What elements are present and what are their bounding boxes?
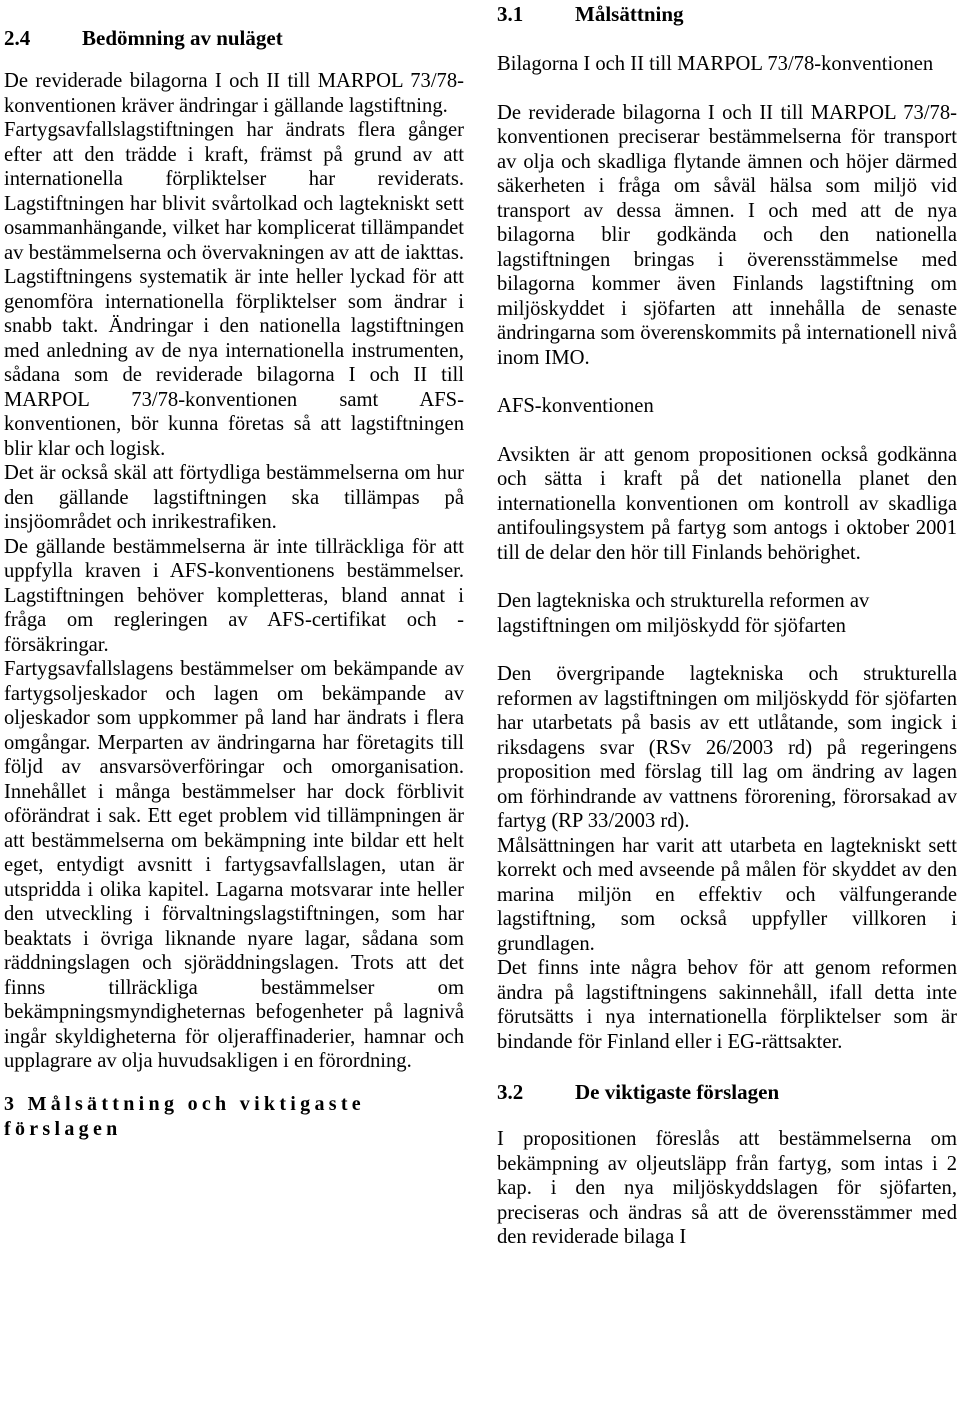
section-heading-3 [4,1092,464,1142]
paragraph: Det finns inte några behov för att genom reformen ändra på lagstiftningens sakinnehåll, ifall detta inte förutsätts i nya internationella förpliktelser som är bindande för Finland eller i EG-rättsakter. [497,957,957,1053]
left-column [4,0,464,1142]
right-column [497,0,957,1250]
paragraph: Avsikten är att genom propositionen också godkänna och sätta i kraft på det nationella planet den internationella konventionen om kontroll av skadliga antifoulingsystem på fartyg som antogs i oktober 2001 till de delar den hör till Finlands behörighet. [497,443,957,564]
section-title: Målsättning [575,2,684,26]
paragraph: Fartygsavfallslagens bestämmelser om bekämpande av fartygsoljeskador och lagen om bekämpande av oljeskador som uppkommer på land har ändrats i flera omgångar. Merparten av ändringarna har företagits till följd av ansvarsöverföringar och omorganisation. Innehållet i många bestämmelser har dock förblivit oförändrat i sak. Ett eget problem vid tillämpningen är att bestämmelserna om bekämpning inte bildar ett helt eget, entydigt avsnitt i fartygsavfallslagen, utan är utspridda i olika kapitel. Lagarna motsvarar inte heller den utveckling i förvaltningslagstiftningen, som har beaktats i övriga liknande nyare lagar, sådana som räddningslagen och sjöräddningslagen. Trots att det finns tillräckliga bestämmelser om bekämpningsmyndigheternas befogenheter på lagnivå ingår skyldigheterna för oljeraffinaderier, hamnar och upplagrare av olja huvudsakligen i en förordning. [4,658,464,1072]
paragraph: De reviderade bilagorna I och II till MARPOL 73/78-konventionen kräver ändringar i gällande lagstiftning. [4,70,464,117]
section-title: Bedömning av nuläget [82,26,283,50]
section-heading-2-4 [4,26,464,51]
section-heading-3-2 [497,1080,957,1105]
paragraph: Fartygsavfallslagstiftningen har ändrats flera gånger efter att den trädde i kraft, främst på grund av att internationella förpliktelser har reviderats. Lagstiftningen har blivit svårtolkad och lagtekniskt sett osammanhängande, vilket har komplicerat tillämpandet av bestämmelserna och övervakningen av att de iakttas. Lagstiftningens systematik är inte heller lyckad för att genomföra internationella förpliktelser som ändrar i snabb takt. Ändringar i den nationella lagstiftningen med anledning av de nya internationella instrumenten, sådana som de reviderade bilagorna I och II till MARPOL 73/78-konventionen samt AFS-konventionen, bör kunna företas så att lagstiftningen blir klar och logisk. [4,119,464,460]
section-title: De viktigaste förslagen [575,1080,780,1104]
subheading: AFS-konventionen [497,395,654,417]
section-number: 3.1 [497,2,524,26]
section-number: 2.4 [4,26,31,50]
section-number: 3 [4,1092,19,1115]
paragraph: Det är också skäl att förtydliga bestämmelserna om hur den gällande lagstiftningen ska tillämpas på insjöområdet och inrikestrafiken. [4,462,464,533]
paragraph: I propositionen föreslås att bestämmelserna om bekämpning av oljeutsläpp från fartyg, som intas i 2 kap. i den nya miljöskyddslagen för sjöfarten, preciseras och ändras så att de överensstämmer med den reviderade bilaga I [497,1128,957,1248]
paragraph: Målsättningen har varit att utarbeta en lagtekniskt sett korrekt och med avseende på målen för skyddet av den marina miljön en effektiv och välfungerande lagstiftning, som också uppfyller villkoren i grundlagen. [497,834,957,955]
section-number: 3.2 [497,1080,524,1104]
subheading: Bilagorna I och II till MARPOL 73/78-konventionen [497,53,934,75]
section-title: Målsättning och viktigaste förslagen [4,1092,365,1140]
paragraph: De reviderade bilagorna I och II till MARPOL 73/78-konventionen preciserar bestämmelserna för transport av olja och skadliga flytande ämnen och höjer därmed säkerheten i fråga om såväl hälsa som miljö vid transport av dessa ämnen. I och med att de nya bilagorna blir godkända och den nationella lagstiftningen bringas i överensstämmelse med bilagorna kommer även Finlands lagstiftning om miljöskyddet i sjöfarten att innehålla de senaste ändringarna som överenskommits på internationell nivå inom IMO. [497,101,957,369]
subheading: Den lagtekniska och strukturella reformen av lagstiftningen om miljöskydd för sjöfarten [497,590,870,637]
paragraph: Den övergripande lagtekniska och strukturella reformen av lagstiftningen om miljöskydd för sjöfarten har utarbetats på basis av ett utlåtande, som ingick i riksdagens svar (RSv 26/2003 rd) på regeringens proposition med förslag till lag om ändring av lagen om förhindrande av vattnens förorening, förorsakad av fartyg (RP 33/2003 rd). [497,663,957,832]
paragraph: De gällande bestämmelserna är inte tillräckliga för att uppfylla kraven i AFS-konventionens bestämmelser. Lagstiftningen behöver kompletteras, bland annat i fråga om regleringen av AFS-certifikat och -försäkringar. [4,535,464,656]
section-heading-3-1 [497,2,957,27]
